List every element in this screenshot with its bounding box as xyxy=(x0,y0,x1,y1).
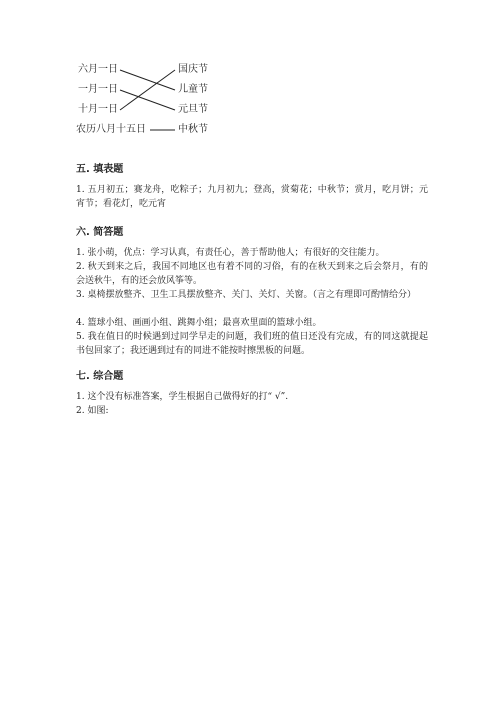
right-label-1: 国庆节 xyxy=(178,64,208,75)
section-6-answer-5: 5. 我在值日的时候遇到过同学早走的问题，我们班的值日还没有完成，有的同这就提起书包回家了；我还遇到过有的同进不能按时擦黑板的问题。 xyxy=(76,332,428,356)
section-7-answer-2: 2. 如图: xyxy=(76,406,109,416)
right-label-4: 中秋节 xyxy=(178,124,208,135)
left-label-3: 十月一日 xyxy=(78,104,118,115)
matching-lines xyxy=(0,0,500,160)
left-label-2: 一月一日 xyxy=(78,84,118,95)
section-6-answer-3: 3. 桌椅摆放整齐、卫生工具摆放整齐、关门、关灯、关窗。（言之有理即可酌情给分） xyxy=(76,290,416,300)
match-line-3 xyxy=(120,70,175,110)
matching-diagram xyxy=(0,0,500,160)
section-5-answer: 1. 五月初五；赛龙舟，吃粽子；九月初九；登高，赏菊花；中秋节；赏月，吃月饼；元宵节；看花灯，吃元宵 xyxy=(76,185,428,209)
left-label-1: 六月一日 xyxy=(78,64,118,75)
match-line-2 xyxy=(120,90,175,110)
section-6-answer-2: 2. 秋天到来之后，我国不同地区也有着不同的习俗，有的在秋天到来之后会祭月，有的会送秋牛，有的还会放风筝等。 xyxy=(76,262,428,286)
section-6-title: 六. 简答题 xyxy=(76,227,124,238)
section-5-title: 五. 填表题 xyxy=(76,164,124,175)
section-7-title: 七. 综合题 xyxy=(76,371,124,382)
section-6-answer-1: 1. 张小萌，优点：学习认真，有责任心，善于帮助他人；有很好的交往能力。 xyxy=(76,248,385,258)
match-line-1 xyxy=(120,70,175,90)
right-label-3: 元旦节 xyxy=(178,104,208,115)
right-label-2: 儿童节 xyxy=(178,84,208,95)
section-6-answer-4: 4. 篮球小组、画画小组、跳舞小组；最喜欢里面的篮球小组。 xyxy=(76,318,322,328)
left-label-4: 农历八月十五日 xyxy=(76,124,146,135)
section-7-answer-1: 1. 这个没有标准答案，学生根据自己做得好的打“ √”. xyxy=(76,392,289,402)
